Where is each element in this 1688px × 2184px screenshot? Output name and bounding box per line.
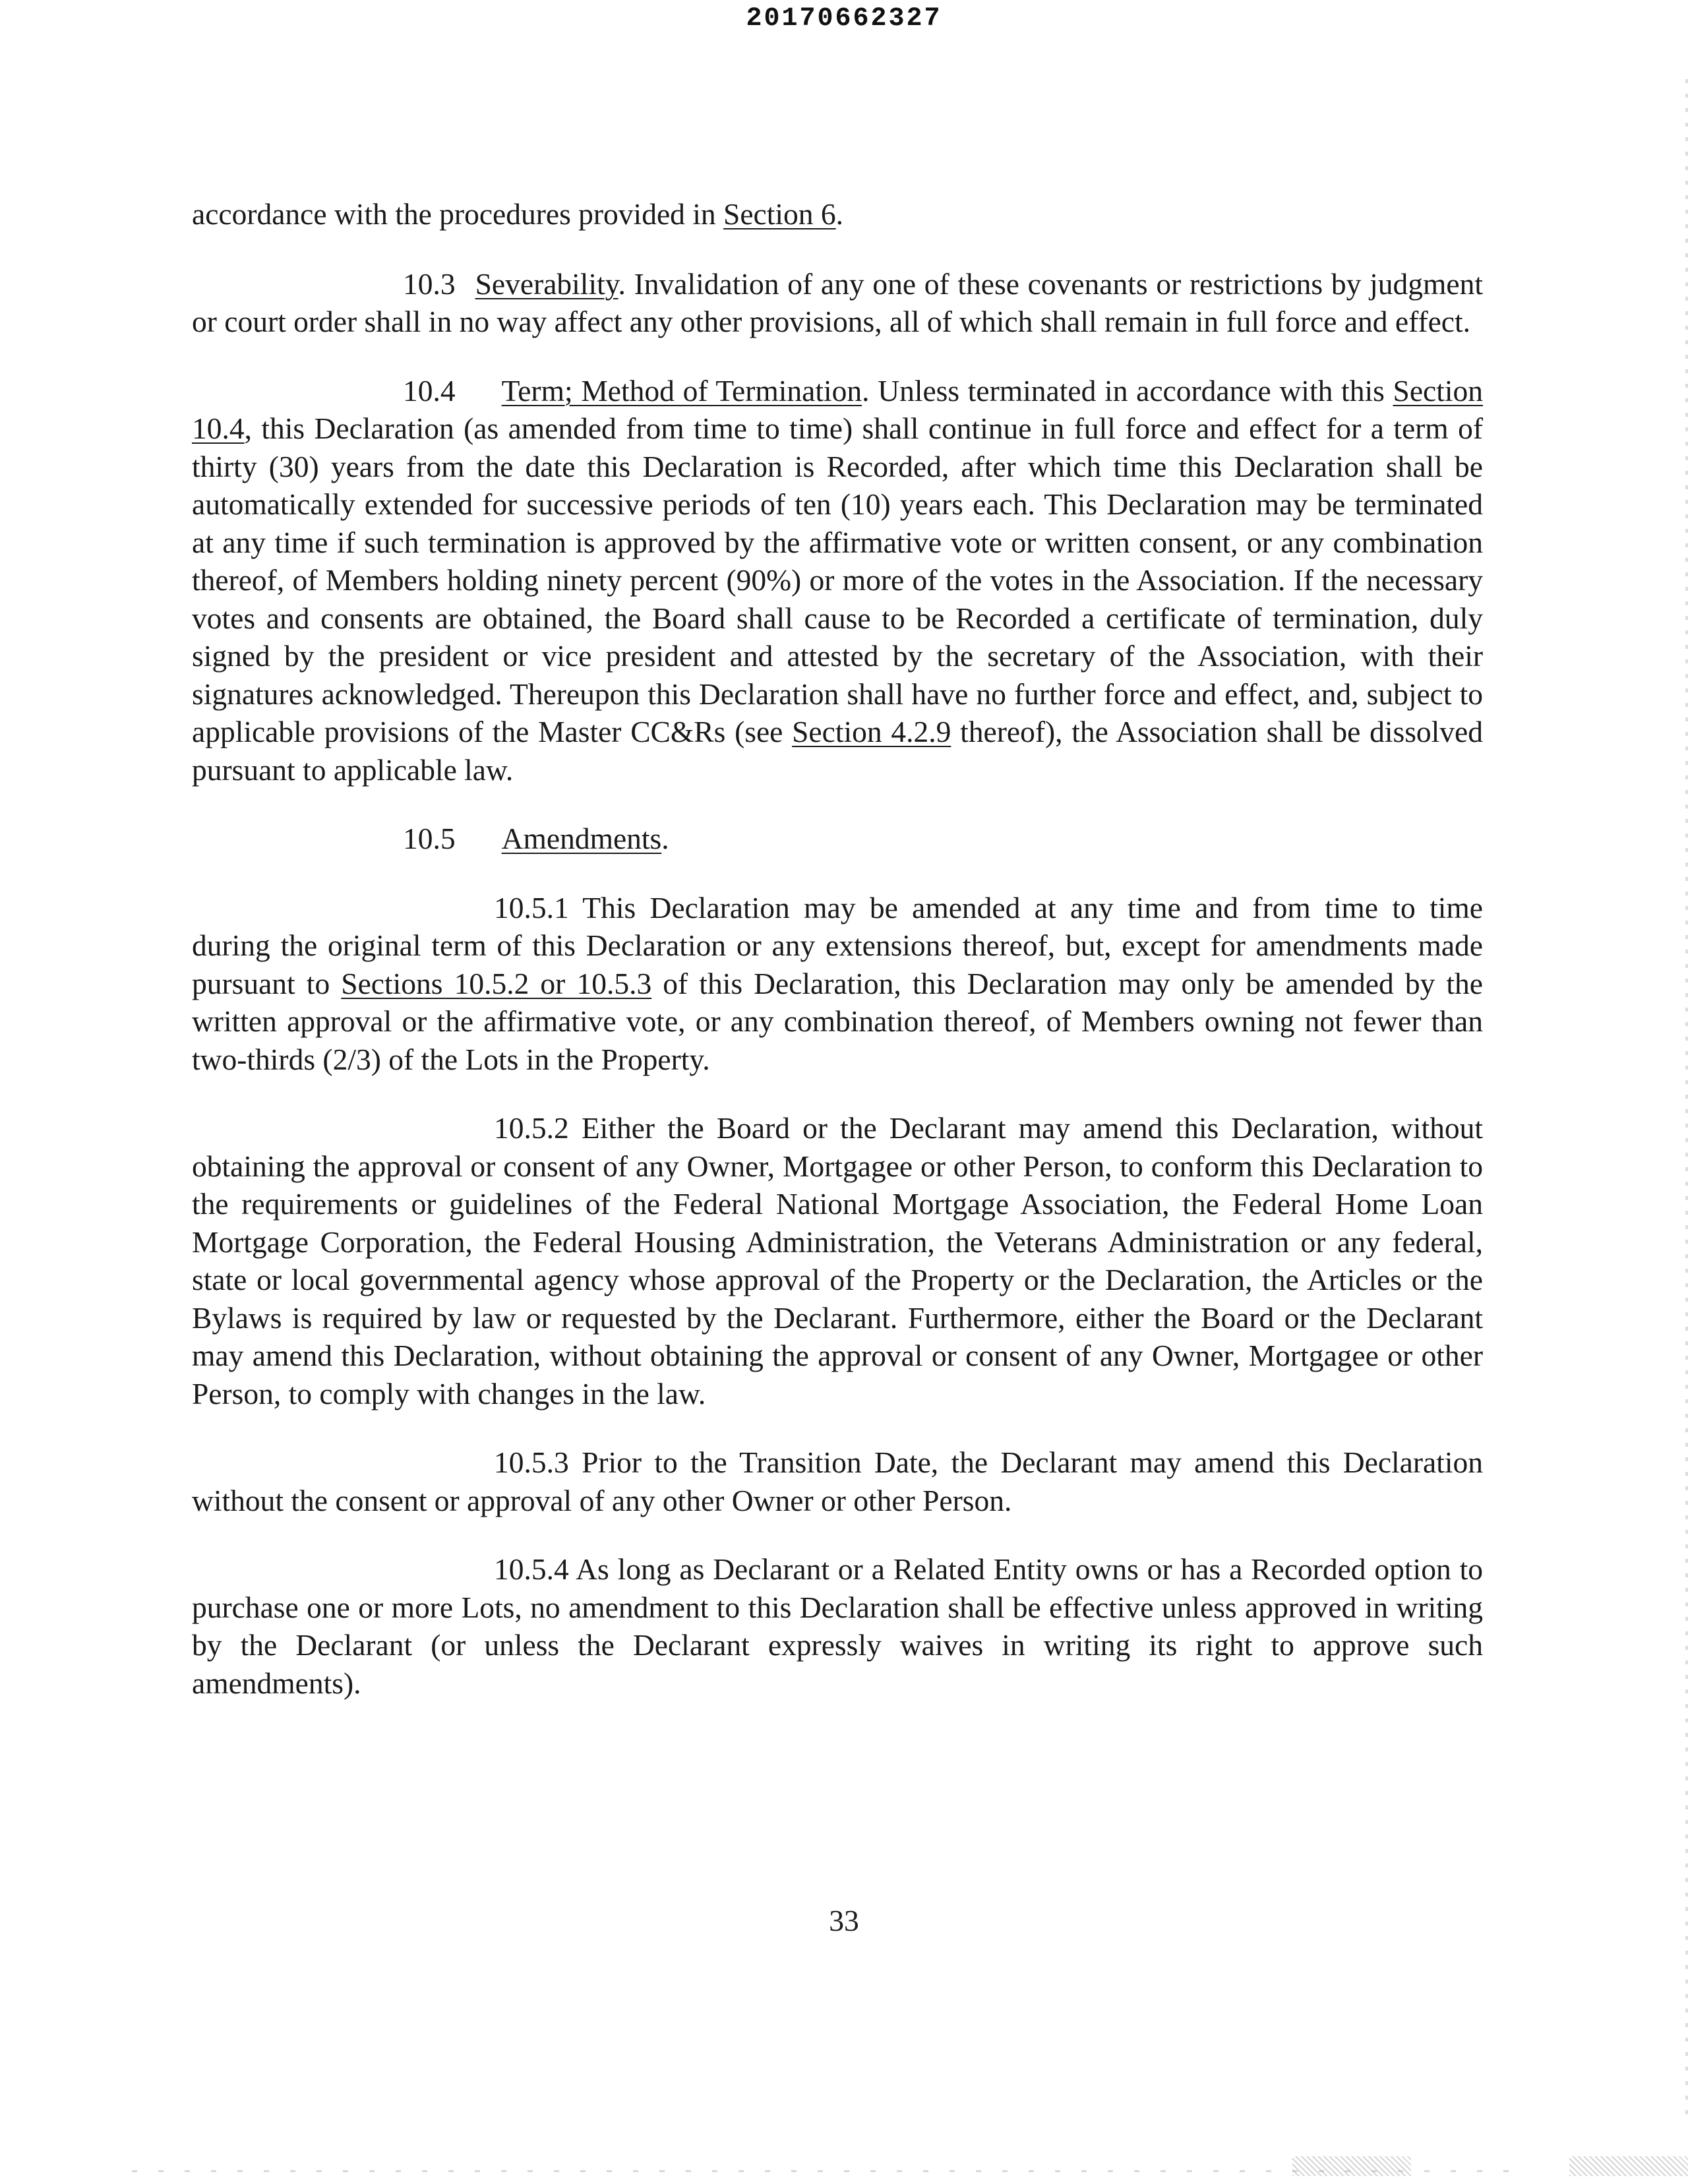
paragraph-text: Prior to the Transition Date, the Declarant may amend this Declaration without the consent or approval of any other Owner or other Person. [192,1445,1483,1517]
subsection-number: 10.5.2 [494,1111,569,1145]
paragraph-continuation [192,195,1483,233]
paragraph-text-end: . [835,197,844,231]
heading-end: . [661,822,669,855]
section-number: 10.4 [403,373,456,408]
paragraph-text: accordance with the procedures provided in [192,197,724,231]
section-10-5 [192,820,1483,858]
section-reference-link: Sections 10.5.2 or 10.5.3 [341,966,652,1000]
section-10-5-3 [192,1443,1483,1519]
paragraph-text: , this Declaration (as amended from time to time) shall continue in full force and effect for a term of thirty (30) years from the date this Declaration is Recorded, after which time this Declaration shall be automatically extended for successive periods of ten (10) years each. This Declaration may be terminated at any time if such termination is approved by the affirmative vote or written consent, or any combination thereof, of Members holding ninety percent (90%) or more of the votes in the Association. If the necessary votes and consents are obtained, the Board shall cause to be Recorded a certificate of termination, duly signed by the president or vice president and attested by the secretary of the Association, with their signatures acknowledged. Thereupon this Declaration shall have no further force and effect, and, subject to applicable provisions of the Master CC&Rs (see [192,411,1483,748]
paragraph-text: of this Declaration, this Declaration may only be amended by the written approval or the affirmative vote, or any combination thereof, of Members owning not fewer than two-thirds (2/3) of the Lots in the Property. [192,966,1484,1076]
subsection-number: 10.5.1 [494,890,569,925]
section-reference-link: Section 4.2.9 [792,715,951,748]
section-number: 10.5 [403,822,456,855]
paragraph-text: . Invalidation of any one of these covenants or restrictions by judgment or court order shall in no way affect any other provisions, all of which shall remain in full force and effect. [192,266,1483,338]
section-10-4 [192,372,1483,789]
section-title: Severability [475,266,618,301]
section-10-5-2 [192,1109,1483,1412]
paragraph-text: Either the Board or the Declarant may amend this Declaration, without obtaining the approval or consent of any Owner, Mortgagee or other Person, to conform this Declaration to the requirements or guidelines of the Federal National Mortgage Association, the Federal Home Loan Mortgage Corporation, the Federal Housing Administration, the Veterans Administration or any federal, state or local governmental agency whose approval of the Property or the Declaration, the Articles or the Bylaws is required by law or requested by the Declarant. Furthermore, either the Board or the Declarant may amend this Declaration, without obtaining the approval or consent of any Owner, Mortgagee or other Person, to comply with changes in the law. [192,1111,1483,1410]
section-10-5-4 [192,1550,1483,1702]
page-body [192,195,1483,1733]
section-title: Term; Method of Termination [501,373,862,408]
subsection-number: 10.5.4 [494,1552,569,1586]
section-reference-link: Section 6 [723,197,836,231]
scan-noise-artifact [1569,2156,1688,2176]
paragraph-text: As long as Declarant or a Related Entity owns or has a Recorded option to purchase one or more Lots, no amendment to this Declaration shall be effective unless approved in writing by the Declarant (or unless the Declarant expressly waives in writing its right to approve such amendments). [192,1552,1483,1700]
scan-edge-artifact [1685,79,1688,2123]
section-10-3 [192,265,1483,341]
section-number: 10.3 [403,266,456,301]
paragraph-text: thereof), the Association shall be dissolved pursuant to applicable law. [192,715,1484,787]
paragraph-text: . Unless terminated in accordance with this [862,373,1393,408]
subsection-number: 10.5.3 [494,1445,569,1479]
paragraph-text: This Declaration may be amended at any time and from time to time during the original term of this Declaration or any extensions thereof, but, except for amendments made pursuant to [192,890,1483,1000]
scan-noise-artifact [1292,2156,1411,2176]
section-title: Amendments [501,822,662,855]
page-number: 33 [829,1904,859,1937]
section-reference-link: Section 10.4 [192,373,1483,445]
section-10-5-1 [192,889,1483,1079]
document-number: 20170662327 [746,4,942,34]
